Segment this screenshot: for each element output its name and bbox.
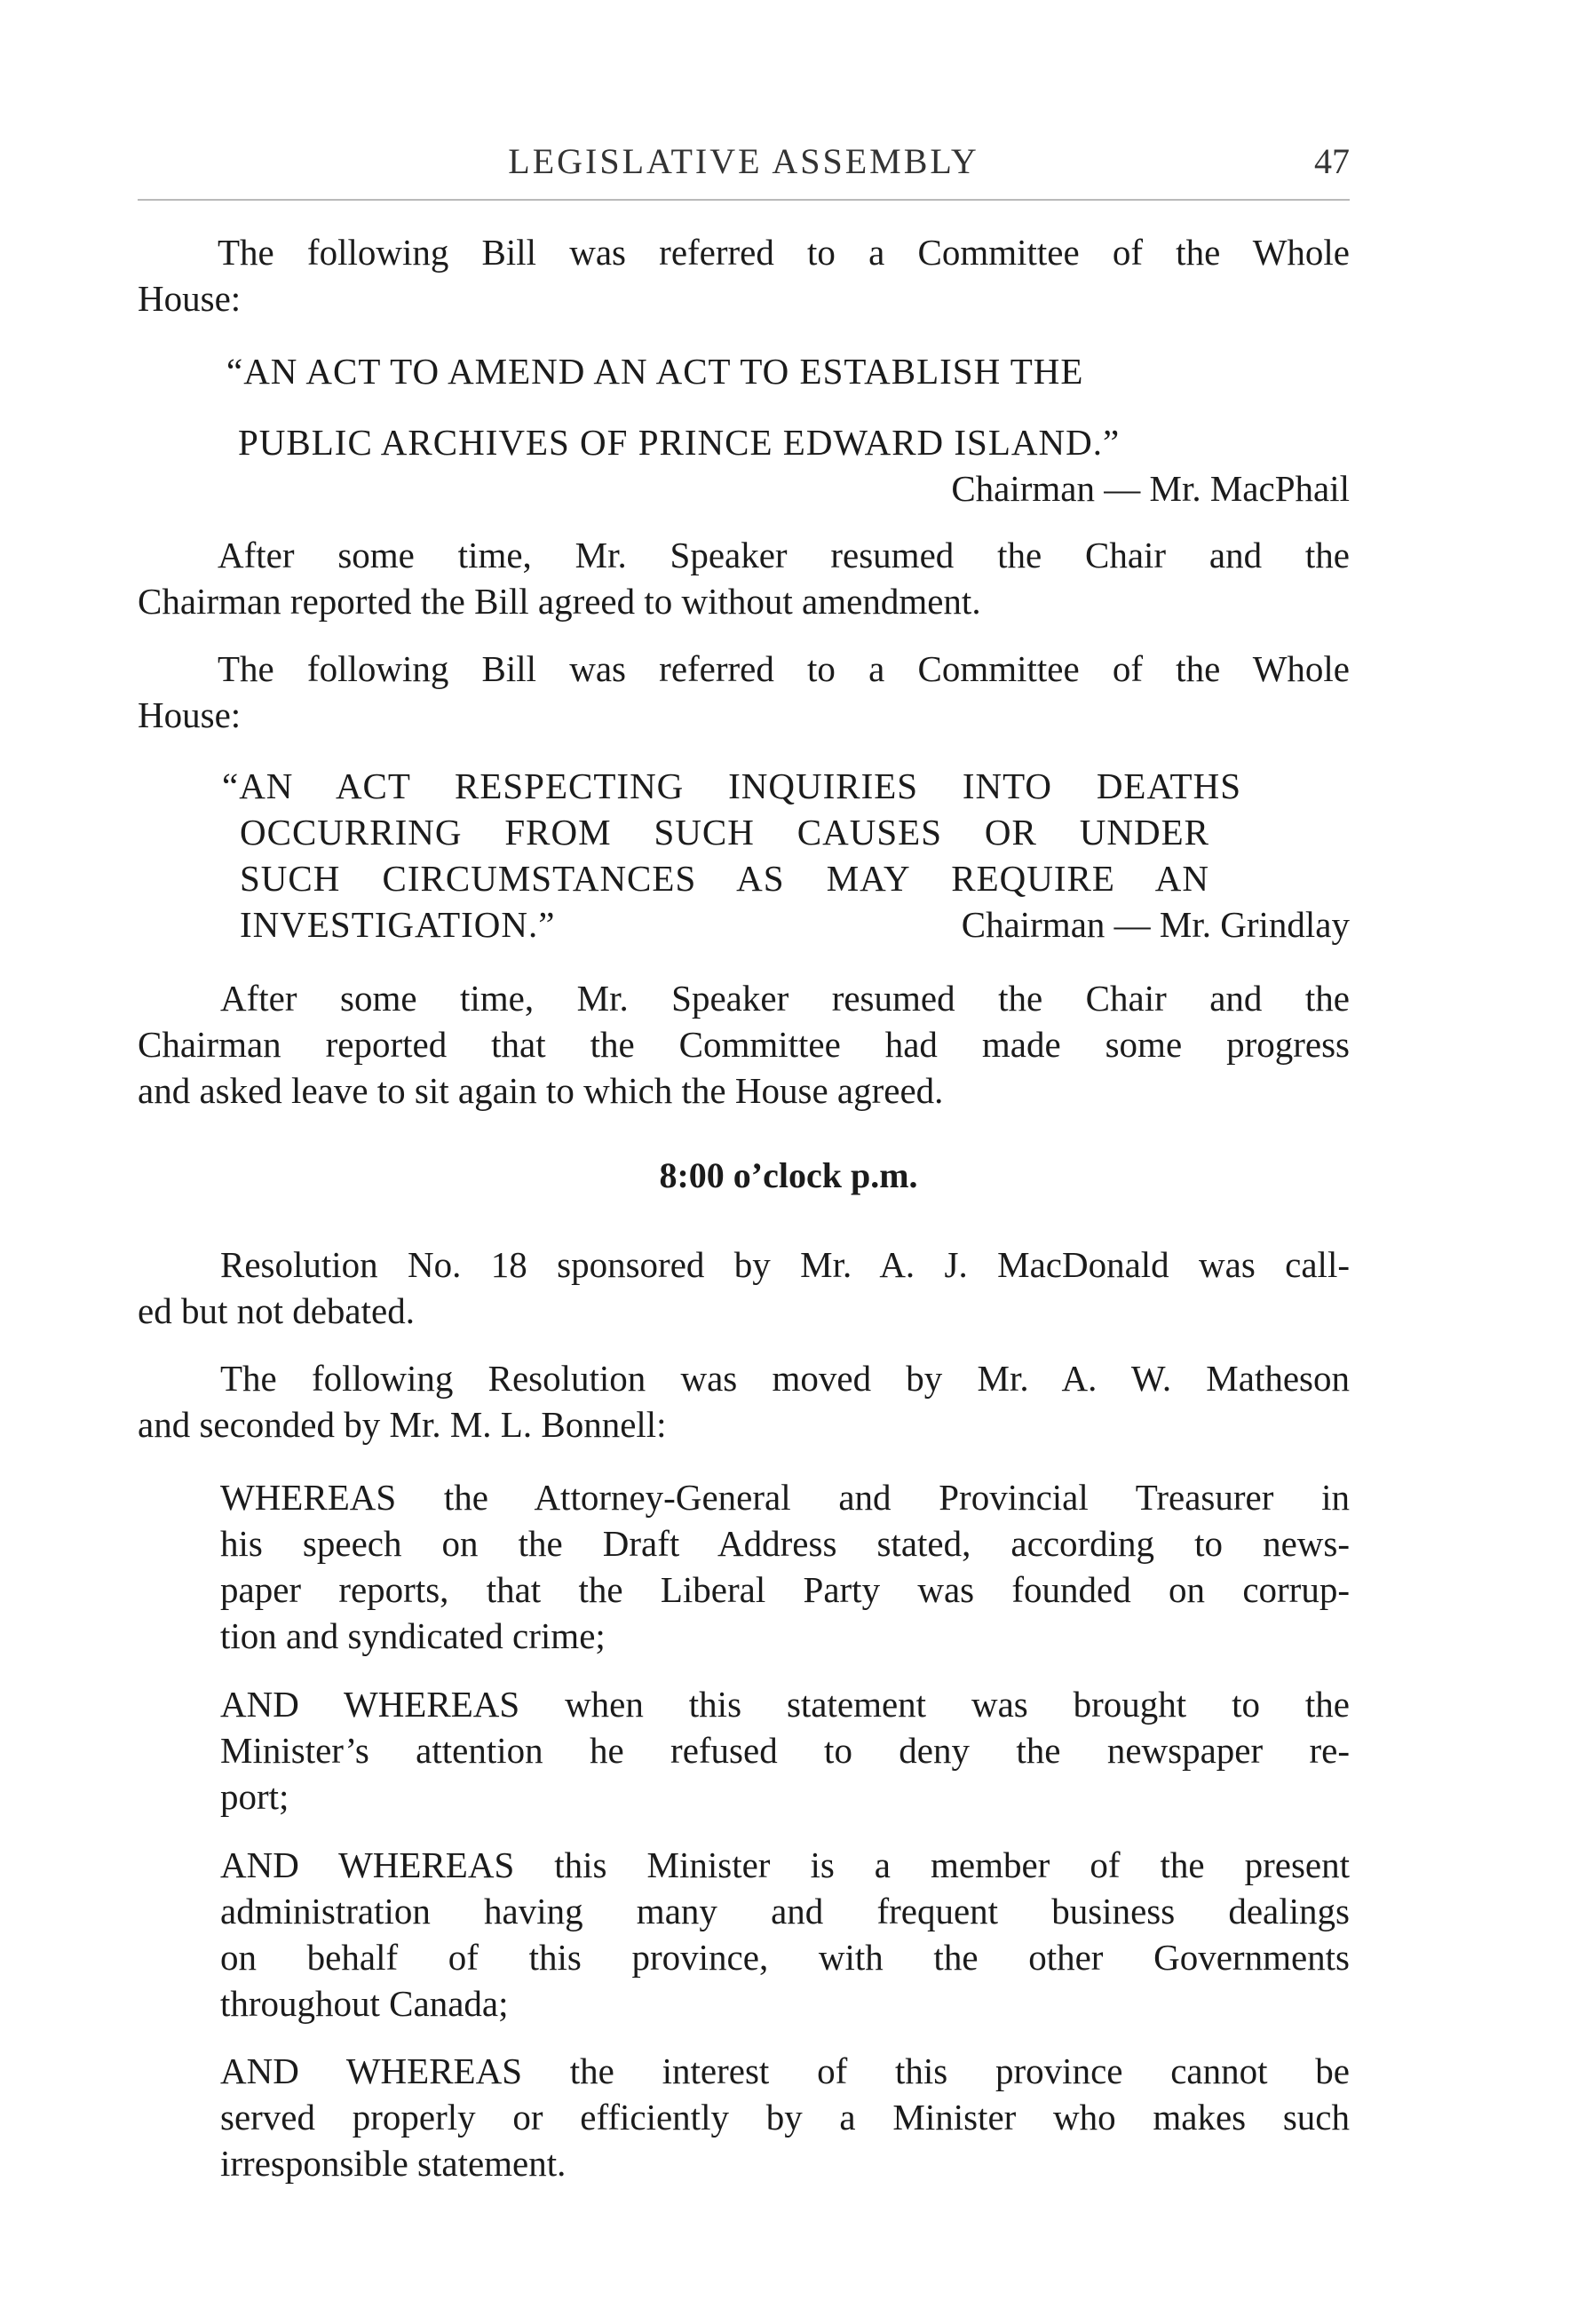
bill-title-line: OCCURRING FROM SUCH CAUSES OR UNDER — [240, 812, 1209, 853]
paragraph-line: ed but not debated. — [138, 1290, 415, 1331]
paragraph-line: Resolution No. 18 sponsored by Mr. A. J. MacDonald was call- — [220, 1244, 1350, 1285]
paragraph-line: The following Resolution was moved by Mr. A. W. Matheson — [220, 1358, 1350, 1399]
resolution-clause-line: port; — [220, 1776, 289, 1817]
page-header — [138, 140, 1350, 194]
resolution-clause-line: tion and syndicated crime; — [220, 1615, 606, 1656]
resolution-clause-line: administration having many and frequent business dealings — [220, 1891, 1350, 1931]
resolution-clause-line: AND WHEREAS when this statement was brought to the — [220, 1684, 1350, 1725]
paragraph-line: Chairman reported that the Committee had made some progress — [138, 1024, 1350, 1065]
paragraph-line: and seconded by Mr. M. L. Bonnell: — [138, 1404, 667, 1445]
paragraph-line: The following Bill was referred to a Committee of the Whole — [218, 648, 1350, 689]
paragraph-line: Chairman reported the Bill agreed to without amendment. — [138, 581, 981, 622]
resolution-clause-line: served properly or efficiently by a Minister who makes such — [220, 2097, 1350, 2138]
bill-title-line: “AN ACT RESPECTING INQUIRIES INTO DEATHS — [222, 765, 1241, 806]
resolution-clause-line: paper reports, that the Liberal Party was founded on corrup- — [220, 1569, 1350, 1610]
resolution-clause-line: AND WHEREAS the interest of this province cannot be — [220, 2050, 1350, 2091]
resolution-clause-line: throughout Canada; — [220, 1983, 509, 2024]
bill-title-line: “AN ACT TO AMEND AN ACT TO ESTABLISH THE — [226, 351, 1084, 392]
resolution-clause-line: his speech on the Draft Address stated, according to news- — [220, 1523, 1350, 1564]
bill-title-line: INVESTIGATION.” — [240, 904, 556, 945]
resolution-clause-line: AND WHEREAS this Minister is a member of the present — [220, 1844, 1350, 1885]
paragraph-line: House: — [138, 278, 242, 319]
committee-chairman: Chairman — Mr. MacPhail — [951, 468, 1350, 509]
page-number: 47 — [1314, 141, 1350, 181]
paragraph-line: After some time, Mr. Speaker resumed the Chair and the — [218, 535, 1350, 575]
paragraph-line: After some time, Mr. Speaker resumed the Chair and the — [220, 978, 1350, 1019]
paragraph-line: and asked leave to sit again to which the House agreed. — [138, 1070, 944, 1111]
header-rule — [138, 199, 1350, 201]
bill-title-line: SUCH CIRCUMSTANCES AS MAY REQUIRE AN — [240, 858, 1209, 899]
resolution-clause-line: WHEREAS the Attorney-General and Provincial Treasurer in — [220, 1477, 1350, 1518]
resolution-clause-line: irresponsible statement. — [220, 2143, 567, 2184]
bill-title-line: PUBLIC ARCHIVES OF PRINCE EDWARD ISLAND.” — [238, 422, 1121, 463]
paragraph-line: House: — [138, 694, 242, 735]
resolution-clause-line: Minister’s attention he refused to deny the newspaper re- — [220, 1730, 1350, 1771]
running-title: LEGISLATIVE ASSEMBLY — [508, 141, 979, 181]
paragraph-line: The following Bill was referred to a Committee of the Whole — [218, 232, 1350, 273]
resolution-clause-line: on behalf of this province, with the other Governments — [220, 1937, 1350, 1978]
session-time-heading: 8:00 o’clock p.m. — [659, 1155, 918, 1195]
committee-chairman: Chairman — Mr. Grindlay — [961, 904, 1350, 945]
